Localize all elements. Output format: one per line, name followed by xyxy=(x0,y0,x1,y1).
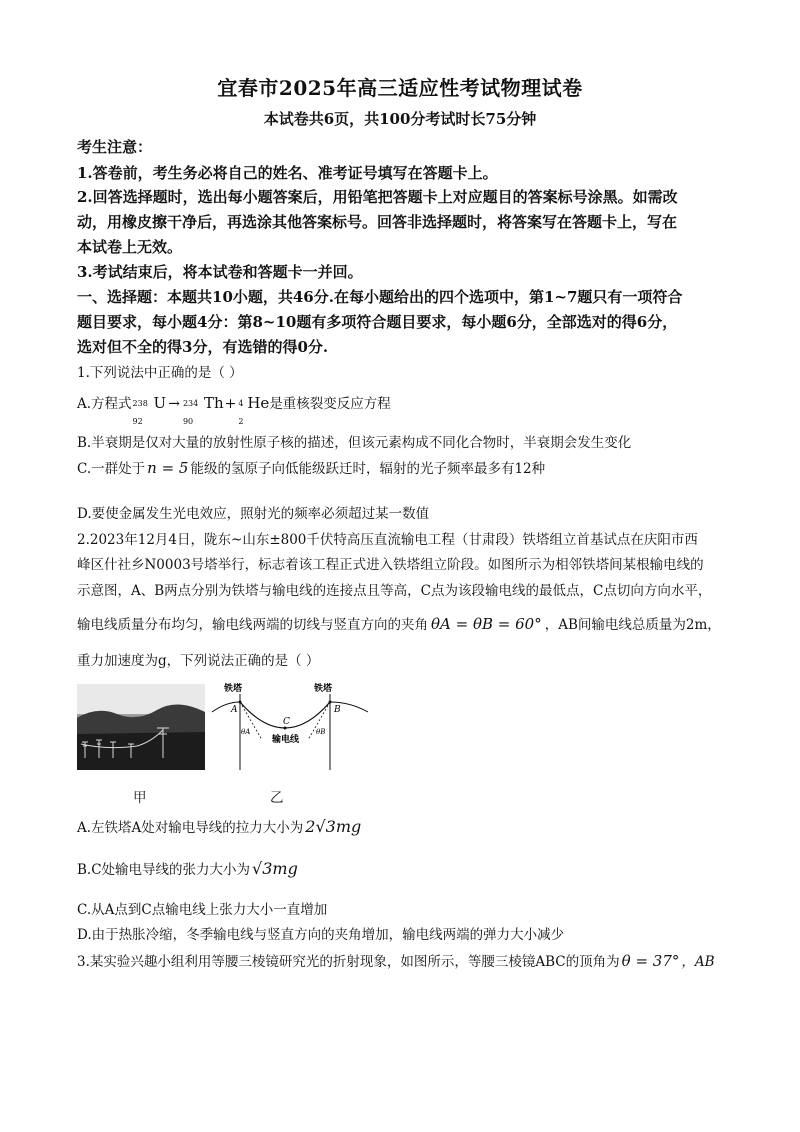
section-1-line-1: 一、选择题：本题共10小题，共46分.在每小题给出的四个选项中，第1~7题只有一项符合 xyxy=(77,288,683,306)
q1-option-a-prefix: A.方程式 xyxy=(77,396,132,412)
figure-caption-right: 乙 xyxy=(270,790,284,806)
notice-item-2-line-1: 2.回答选择题时，选出每小题答案后，用铅笔把答题卡上对应题目的答案标号涂黑。如需改 xyxy=(77,188,678,206)
plus-sign: + xyxy=(224,396,237,412)
section-1-line-3: 选对但不全的得3分，有选错的得0分. xyxy=(77,338,329,356)
q1-option-c-math: n = 5 xyxy=(147,459,189,477)
notice-heading: 考生注意： xyxy=(77,138,153,156)
q1-option-a xyxy=(77,392,391,426)
he-mass-number: 4 xyxy=(238,399,244,408)
angle-a-label: θA xyxy=(241,728,251,736)
exam-info: 本试卷共6页，共100分考试时长75分钟 xyxy=(263,110,537,128)
q2-line-4-suffix: ，AB间输电线总质量为2m， xyxy=(544,617,721,633)
th-mass-number: 234 xyxy=(182,399,199,408)
q2-option-c: C.从A点到C点输电线上张力大小一直增加 xyxy=(77,902,328,918)
q1-option-a-suffix: 是重核裂变反应方程 xyxy=(269,396,391,412)
figure-caption-left: 甲 xyxy=(133,790,147,806)
point-b-label: B xyxy=(334,705,341,715)
u-charge-number: 92 xyxy=(132,417,143,426)
q1-option-c-prefix: C.一群处于 xyxy=(77,461,146,477)
q2-option-b-math: √3mg xyxy=(252,859,298,878)
q1-option-b: B.半衰期是仅对大量的放射性原子核的描述，但该元素构成不同化合物时，半衰期会发生变化 xyxy=(77,435,632,451)
q1-stem: 1.下列说法中正确的是（ ） xyxy=(77,365,243,381)
tower-left-label: 铁塔 xyxy=(224,684,243,694)
section-1-line-2: 题目要求，每小题4分：第8~10题有多项符合题目要求，每小题6分，全部选对的得6分， xyxy=(77,313,678,331)
q2-line-4 xyxy=(77,613,721,633)
q2-option-d: D.由于热胀冷缩，冬季输电线与竖直方向的夹角增加，输电线两端的弹力大小减少 xyxy=(77,927,565,943)
q2-angle-math: θA = θB = 60° xyxy=(431,615,542,633)
q2-option-a-prefix: A.左铁塔A处对输电导线的拉力大小为 xyxy=(77,820,304,836)
u-symbol: U xyxy=(153,394,167,412)
he-charge-number: 2 xyxy=(238,417,244,426)
q3-line-1 xyxy=(77,950,715,970)
angle-b-label: θB xyxy=(316,728,326,736)
q2-line-1: 2.2023年12月4日，陇东~山东±800千伏特高压直流输电工程（甘肃段）铁塔组立首基试点在庆阳市西 xyxy=(77,532,698,548)
photo-drawing xyxy=(77,684,205,770)
q3-line-1-prefix: 3.某实验兴趣小组利用等腰三棱镜研究光的折射现象，如图所示，等腰三棱镜ABC的顶角为 xyxy=(77,954,620,970)
point-c-label: C xyxy=(283,717,290,727)
wire-label: 输电线 xyxy=(272,735,300,745)
u-mass-number: 238 xyxy=(132,399,148,408)
q2-line-2: 峰区什社乡N0003号塔举行，标志着该工程正式进入铁塔组立阶段。如图所示为相邻铁塔间某根输电线的 xyxy=(77,557,704,573)
notice-item-1: 1.答卷前，考生务必将自己的姓名、准考证号填写在答题卡上。 xyxy=(77,164,498,182)
q1-option-c xyxy=(77,457,545,477)
he-symbol: He xyxy=(247,394,270,412)
tower-right-label: 铁塔 xyxy=(314,684,333,694)
power-line-photo xyxy=(77,684,205,770)
notice-item-2-line-2: 动，用橡皮擦干净后，再选涂其他答案标号。回答非选择题时，将答案写在答题卡上，写在 xyxy=(77,213,678,231)
reaction-arrow: → xyxy=(168,396,180,412)
q2-option-b xyxy=(77,858,298,878)
q2-option-b-prefix: B.C处输电导线的张力大小为 xyxy=(77,862,251,878)
q3-angle-math: θ = 37° xyxy=(621,952,680,970)
q1-option-d: D.要使金属发生光电效应，照射光的频率必须超过某一数值 xyxy=(77,506,430,522)
q2-line-4-prefix: 输电线质量分布均匀，输电线两端的切线与竖直方向的夹角 xyxy=(77,617,428,633)
power-line-diagram xyxy=(210,682,370,772)
q3-line-1-suffix: ，AB xyxy=(681,954,715,970)
q2-line-5: 重力加速度为g，下列说法正确的是（ ） xyxy=(77,653,320,669)
diagram-drawing xyxy=(210,682,370,772)
q2-line-3: 示意图，A、B两点分别为铁塔与输电线的连接点且等高，C点为该段输电线的最低点，C点切向方向水平， xyxy=(77,583,712,599)
point-a-label: A xyxy=(231,705,238,715)
notice-item-2-line-3: 本试卷上无效。 xyxy=(77,238,183,256)
q2-option-a-math: 2√3mg xyxy=(305,817,362,836)
notice-item-3: 3.考试结束后，将本试卷和答题卡一并回。 xyxy=(77,263,363,281)
q1-option-c-suffix: 能级的氢原子向低能级跃迁时，辐射的光子频率最多有12种 xyxy=(190,461,546,477)
page-title: 宜春市2025年高三适应性考试物理试卷 xyxy=(217,76,583,100)
q2-option-a xyxy=(77,816,361,836)
th-symbol: Th xyxy=(203,394,224,412)
th-charge-number: 90 xyxy=(182,417,194,426)
